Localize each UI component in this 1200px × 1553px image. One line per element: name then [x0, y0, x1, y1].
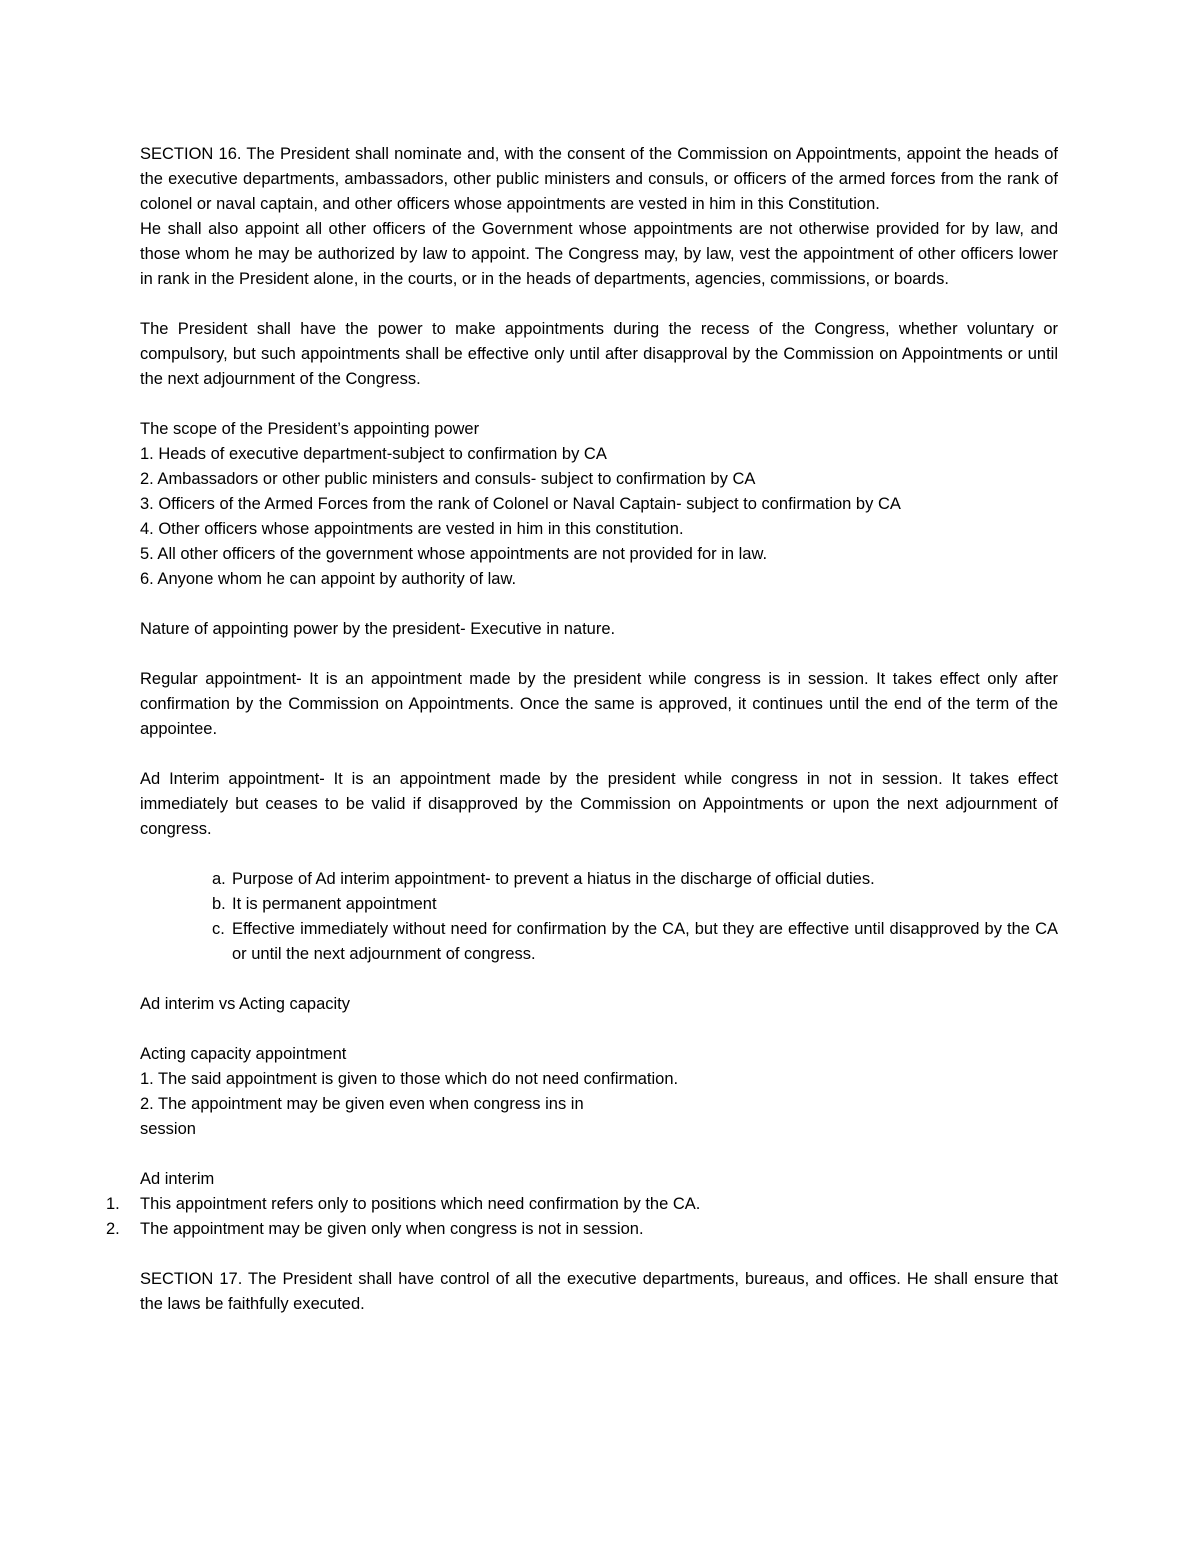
- list-marker: a.: [212, 870, 226, 888]
- list-item: [106, 1192, 1058, 1217]
- scope-heading: The scope of the President’s appointing power: [140, 420, 480, 438]
- document-body: [106, 142, 1058, 1317]
- list-item: 1. Heads of executive department-subject to confirmation by CA: [140, 445, 607, 463]
- list-text: It is permanent appointment: [232, 895, 437, 913]
- acting-heading: Acting capacity appointment: [140, 1045, 347, 1063]
- list-text: This appointment refers only to positions which need confirmation by the CA.: [140, 1195, 701, 1213]
- ad-interim-heading: Ad interim: [140, 1170, 215, 1188]
- list-text: The appointment may be given only when congress is not in session.: [140, 1220, 644, 1238]
- section16-paragraph-2: He shall also appoint all other officers of the Government whose appointments are not otherwise provided for by law, and those whom he may be authorized by law to appoint. The Congress may, by law, vest the appointment of other officers lower in rank in the President alone, in the courts, or in the heads of departments, agencies, commissions, or boards.: [140, 220, 1058, 288]
- list-item: [212, 892, 1058, 917]
- regular-appointment-paragraph: Regular appointment- It is an appointment made by the president while congress is in session. It takes effect only after confirmation by the Commission on Appointments. Once the same is approved, it continues until the end of the term of the appointee.: [140, 670, 1058, 738]
- list-item: [212, 867, 1058, 892]
- list-text: Effective immediately without need for confirmation by the CA, but they are effective until disapproved by the CA or until the next adjournment of congress.: [232, 920, 1058, 963]
- section16-paragraph-3: The President shall have the power to make appointments during the recess of the Congress, whether voluntary or compulsory, but such appointments shall be effective only until after disapproval by the Commission on Appointments or until the next adjournment of the Congress.: [140, 320, 1058, 388]
- ad-interim-definition-paragraph: Ad Interim appointment- It is an appointment made by the president while congress in not in session. It takes effect immediately but ceases to be valid if disapproved by the Commission on Appointments or upon the next adjournment of congress.: [140, 770, 1058, 838]
- ad-interim-points-list: [212, 867, 1058, 967]
- list-marker: c.: [212, 920, 225, 938]
- vs-heading: Ad interim vs Acting capacity: [140, 995, 351, 1013]
- scope-list: [140, 442, 1058, 592]
- list-marker: 2.: [106, 1220, 120, 1238]
- list-item: [106, 1217, 1058, 1242]
- list-item: [212, 917, 1058, 967]
- acting-item-2: 2. The appointment may be given even when congress ins in: [140, 1095, 584, 1113]
- acting-item-2-continued: session: [140, 1120, 196, 1138]
- ad-interim-list: [106, 1192, 1058, 1242]
- list-item: 2. Ambassadors or other public ministers and consuls- subject to confirmation by CA: [140, 470, 756, 488]
- list-item: 4. Other officers whose appointments are vested in him in this constitution.: [140, 520, 684, 538]
- list-item: 3. Officers of the Armed Forces from the rank of Colonel or Naval Captain- subject to confirmation by CA: [140, 495, 901, 513]
- acting-item-1: 1. The said appointment is given to those which do not need confirmation.: [140, 1070, 679, 1088]
- list-marker: b.: [212, 895, 226, 913]
- list-item: 5. All other officers of the government whose appointments are not provided for in law.: [140, 545, 768, 563]
- section17-paragraph: SECTION 17. The President shall have control of all the executive departments, bureaus, and offices. He shall ensure that the laws be faithfully executed.: [140, 1270, 1058, 1313]
- list-item: 6. Anyone whom he can appoint by authority of law.: [140, 570, 517, 588]
- list-text: Purpose of Ad interim appointment- to prevent a hiatus in the discharge of official duties.: [232, 870, 875, 888]
- nature-paragraph: Nature of appointing power by the president- Executive in nature.: [140, 620, 616, 638]
- section16-paragraph-1: SECTION 16. The President shall nominate and, with the consent of the Commission on Appointments, appoint the heads of the executive departments, ambassadors, other public ministers and consuls, or officers of the armed forces from the rank of colonel or naval captain, and other officers whose appointments are vested in him in this Constitution.: [140, 145, 1058, 213]
- list-marker: 1.: [106, 1195, 120, 1213]
